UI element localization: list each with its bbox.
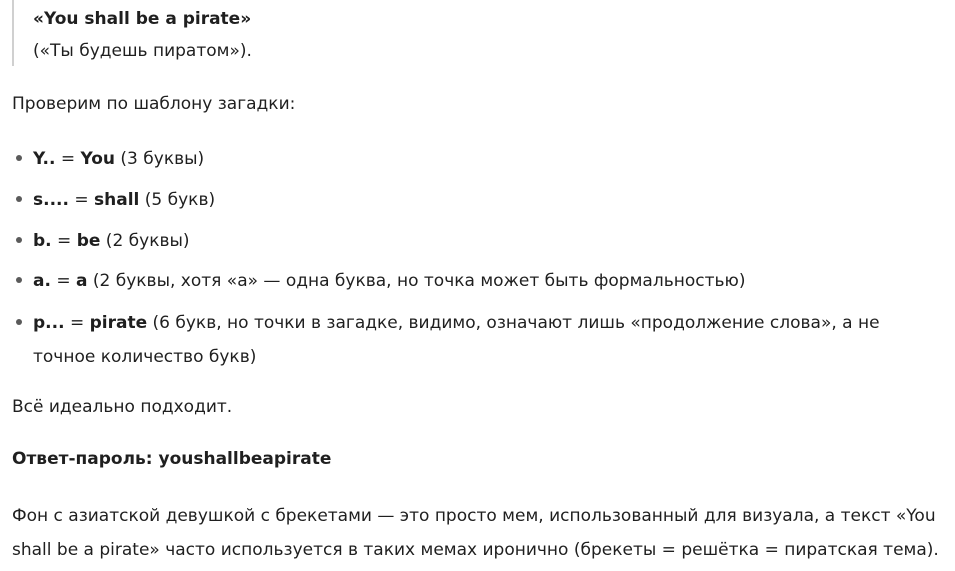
- pattern-key: a.: [33, 271, 51, 291]
- list-item: [12, 264, 947, 306]
- list-item: [12, 224, 947, 264]
- equals-sign: =: [50, 271, 76, 291]
- pattern-value: be: [76, 231, 101, 251]
- blockquote: [12, 0, 947, 66]
- equals-sign: =: [64, 313, 90, 333]
- bullet-icon: [16, 319, 22, 325]
- list-item: [12, 142, 947, 183]
- bullet-icon: [16, 277, 22, 283]
- pattern-value: a: [76, 271, 88, 291]
- pattern-note: (2 буквы, хотя «a» — одна буква, но точка может быть формальностью): [87, 271, 746, 291]
- closing-paragraph: Фон с азиатской девушкой с брекетами — это просто мем, использованный для визуала, а текст «You shall be a pirate» часто используется в таких мемах иронично (брекеты = решётка = пиратская тема).: [12, 506, 939, 560]
- equals-sign: =: [51, 231, 77, 251]
- bullet-icon: [16, 196, 22, 202]
- pattern-note: (5 букв): [139, 190, 216, 210]
- pattern-key: s....: [33, 190, 69, 210]
- list-item: [12, 306, 947, 374]
- pattern-value: pirate: [89, 313, 148, 333]
- quote-translation: («Ты будешь пиратом»).: [33, 41, 252, 61]
- pattern-value: You: [80, 149, 116, 169]
- pattern-note: (6 букв, но точки в загадке, видимо, означают лишь «продолжение слова», а не точное количество букв): [33, 313, 880, 367]
- bullet-icon: [16, 237, 22, 243]
- equals-sign: =: [68, 190, 95, 210]
- list-item: [12, 183, 947, 224]
- equals-sign: =: [55, 149, 81, 169]
- intro-paragraph: Проверим по шаблону загадки:: [12, 94, 296, 114]
- pattern-key: Y..: [33, 149, 56, 169]
- answer-paragraph: Ответ-пароль: youshallbeapirate: [12, 449, 332, 469]
- pattern-check-list: [12, 142, 947, 374]
- pattern-key: b.: [33, 231, 52, 251]
- pattern-value: shall: [94, 190, 140, 210]
- bullet-icon: [16, 155, 22, 161]
- fits-paragraph: Всё идеально подходит.: [12, 397, 233, 417]
- pattern-key: p...: [33, 313, 65, 333]
- message-content: [12, 0, 947, 560]
- pattern-note: (2 буквы): [100, 231, 190, 251]
- quote-english: «You shall be a pirate»: [33, 9, 252, 29]
- pattern-note: (3 буквы): [115, 149, 205, 169]
